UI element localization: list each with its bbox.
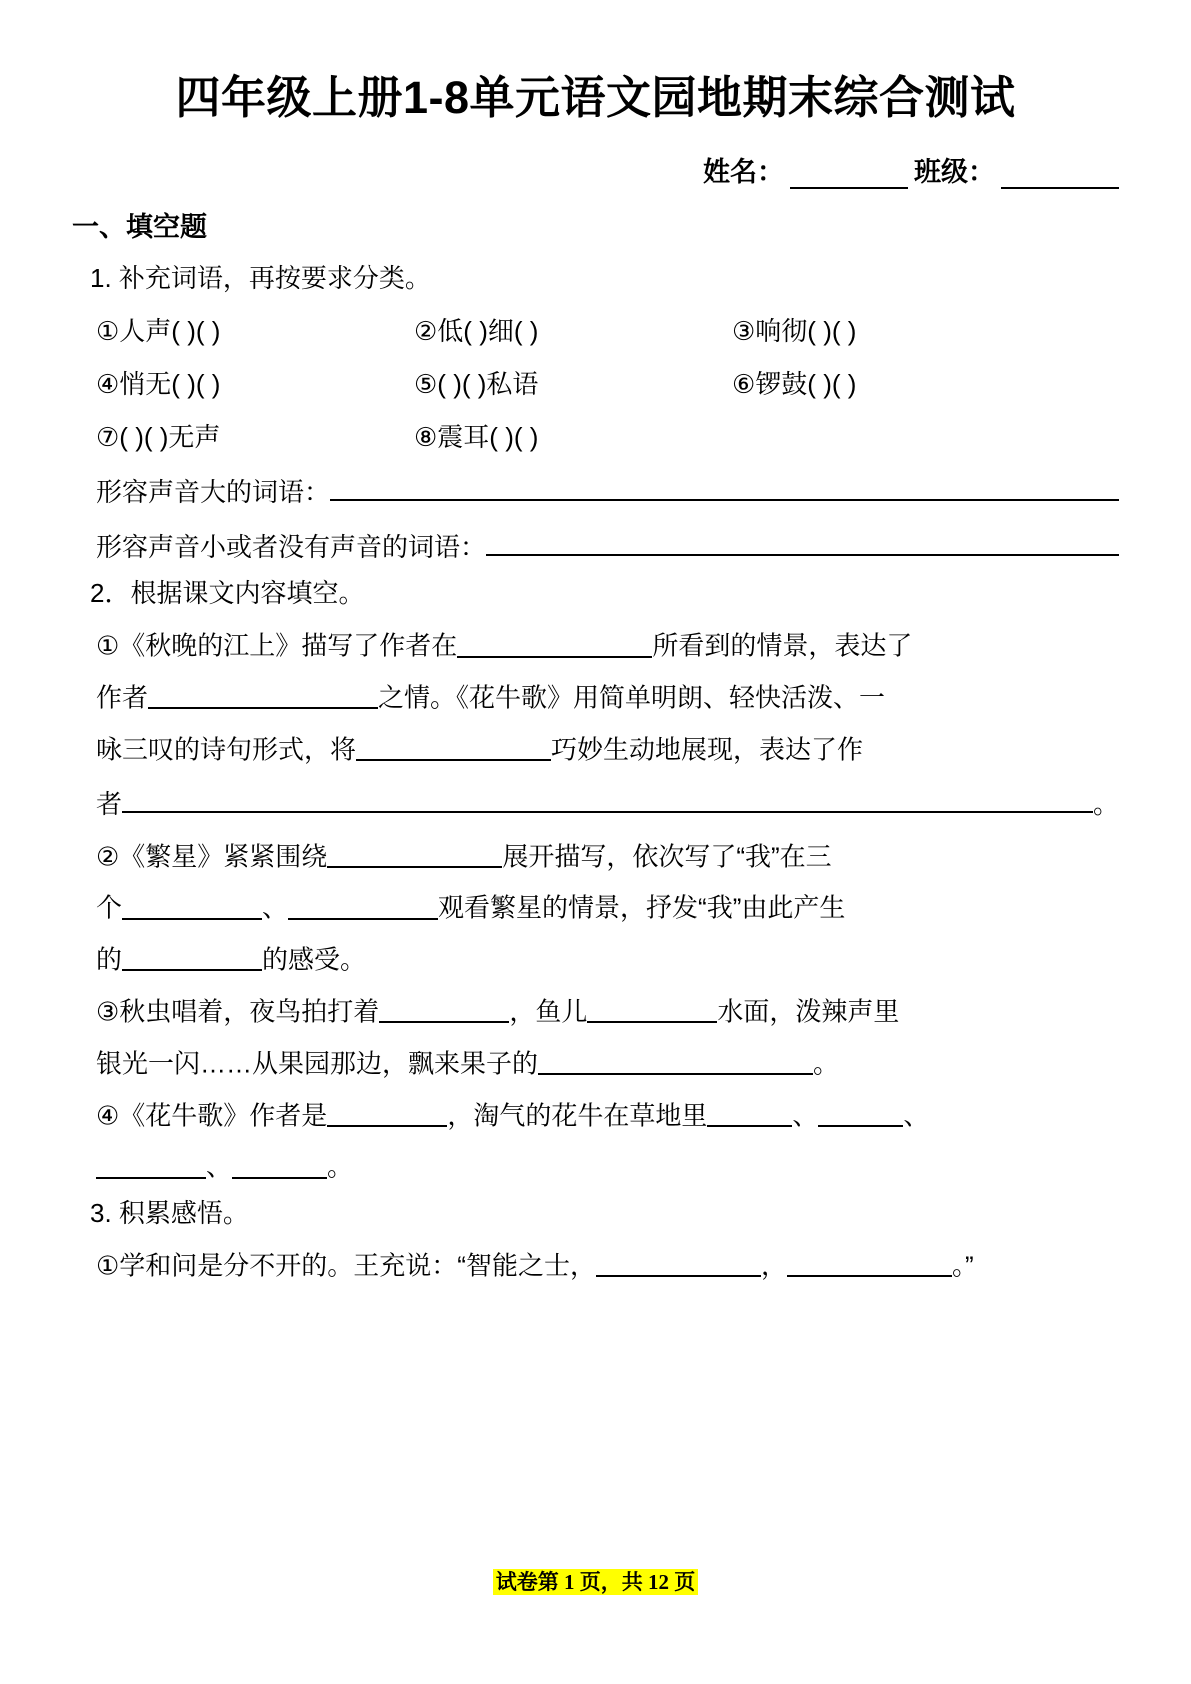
question-3-prompt: 3. 积累感悟。 bbox=[90, 1198, 249, 1229]
text-segment: 个 bbox=[96, 892, 123, 923]
page-number-label: 试卷第 1 页，共 12 页 bbox=[493, 1569, 699, 1595]
question-2-prompt: 2．根据课文内容填空。 bbox=[90, 578, 365, 609]
page-footer bbox=[0, 1566, 1191, 1596]
q2-item3-line2 bbox=[72, 1046, 1119, 1080]
text-segment: 、 bbox=[262, 892, 289, 923]
text-segment: ，淘气的花牛在草地里 bbox=[447, 1099, 708, 1130]
text-segment: 。” bbox=[951, 1250, 974, 1281]
answer-blank[interactable] bbox=[232, 1149, 327, 1178]
name-input-blank[interactable] bbox=[790, 161, 908, 189]
text-segment: 者 bbox=[96, 789, 123, 820]
q2-item1-line1 bbox=[72, 628, 1119, 662]
answer-blank[interactable] bbox=[457, 628, 652, 657]
classify-quiet-label: 形容声音小或者没有声音的词语： bbox=[96, 531, 487, 562]
answer-blank[interactable] bbox=[327, 1098, 447, 1127]
classify-quiet-answer-blank[interactable] bbox=[486, 527, 1119, 556]
text-segment: 银光一闪……从果园那边，飘来果子的 bbox=[96, 1048, 539, 1079]
word-item: ④悄无( )( ) bbox=[96, 368, 221, 399]
q2-item1-line4 bbox=[72, 784, 1119, 821]
q2-item1-line3 bbox=[72, 732, 1119, 766]
word-item: ②低( )细( ) bbox=[414, 315, 539, 346]
answer-blank[interactable] bbox=[538, 1046, 813, 1075]
text-segment: 展开描写，依次写了“我”在三 bbox=[502, 840, 832, 871]
word-items-row-3 bbox=[72, 417, 1119, 454]
q2-item2-line1 bbox=[72, 839, 1119, 873]
text-segment: 。 bbox=[1092, 789, 1119, 820]
text-segment: 的感受。 bbox=[262, 944, 367, 975]
text-segment: ①学和问是分不开的。王充说：“智能之士， bbox=[96, 1250, 596, 1281]
word-item: ⑤( )( )私语 bbox=[414, 368, 539, 399]
name-label: 姓名： bbox=[703, 156, 784, 187]
text-segment: ， bbox=[760, 1250, 787, 1281]
q2-item2-line2 bbox=[72, 890, 1119, 924]
text-segment: 水面，泼辣声里 bbox=[717, 996, 900, 1027]
text-segment: 巧妙生动地展现，表达了作 bbox=[551, 734, 864, 765]
question-1-prompt: 1. 补充词语，再按要求分类。 bbox=[90, 262, 431, 293]
answer-blank[interactable] bbox=[96, 1149, 206, 1178]
text-segment: 之情。《花牛歌》用简单明朗、轻快活泼、一 bbox=[378, 682, 886, 713]
text-segment: 观看繁星的情景，抒发“我”由此产生 bbox=[438, 892, 846, 923]
answer-blank[interactable] bbox=[327, 839, 502, 868]
q2-item2-line3 bbox=[72, 942, 1119, 976]
text-segment: ②《繁星》紧紧围绕 bbox=[96, 840, 328, 871]
q2-item3-line1 bbox=[72, 994, 1119, 1028]
text-segment: ③秋虫唱着，夜鸟拍打着 bbox=[96, 996, 380, 1027]
answer-blank[interactable] bbox=[288, 890, 438, 919]
text-segment: 所看到的情景，表达了 bbox=[652, 630, 913, 661]
text-segment: ，鱼儿 bbox=[509, 996, 588, 1027]
text-segment: 、 bbox=[206, 1151, 233, 1182]
q2-item4-line1 bbox=[72, 1098, 1119, 1132]
word-item: ⑥锣鼓( )( ) bbox=[732, 368, 857, 399]
word-item: ①人声( )( ) bbox=[96, 315, 221, 346]
section-heading-fill-in-blank: 一、填空题 bbox=[72, 211, 207, 242]
answer-blank[interactable] bbox=[122, 890, 262, 919]
answer-blank[interactable] bbox=[707, 1098, 792, 1127]
answer-blank[interactable] bbox=[379, 994, 509, 1023]
text-segment: ①《秋晚的江上》描写了作者在 bbox=[96, 630, 458, 661]
text-segment: 作者 bbox=[96, 682, 149, 713]
answer-blank[interactable] bbox=[818, 1098, 903, 1127]
word-item: ⑧震耳( )( ) bbox=[414, 421, 539, 452]
q2-item4-line2 bbox=[72, 1149, 1119, 1183]
answer-blank[interactable] bbox=[122, 784, 1093, 813]
answer-blank[interactable] bbox=[148, 680, 378, 709]
answer-blank[interactable] bbox=[356, 732, 551, 761]
student-info-row bbox=[72, 150, 1119, 189]
answer-blank[interactable] bbox=[596, 1248, 761, 1277]
text-segment: 咏三叹的诗句形式，将 bbox=[96, 734, 357, 765]
classify-loud-row bbox=[72, 472, 1119, 509]
q2-item1-line2 bbox=[72, 680, 1119, 714]
classify-loud-label: 形容声音大的词语： bbox=[96, 477, 331, 508]
text-segment: 的 bbox=[96, 944, 123, 975]
answer-blank[interactable] bbox=[122, 942, 262, 971]
text-segment: 、 bbox=[792, 1099, 819, 1130]
word-item: ③响彻( )( ) bbox=[732, 315, 857, 346]
answer-blank[interactable] bbox=[587, 994, 717, 1023]
class-label: 班级： bbox=[914, 156, 995, 187]
classify-quiet-row bbox=[72, 527, 1119, 564]
text-segment: 、 bbox=[903, 1099, 930, 1130]
text-segment: 。 bbox=[813, 1048, 840, 1079]
word-item: ⑦( )( )无声 bbox=[96, 421, 221, 452]
word-items-row-2 bbox=[72, 364, 1119, 401]
class-input-blank[interactable] bbox=[1001, 161, 1119, 189]
q3-item1-line1 bbox=[72, 1248, 1119, 1282]
classify-loud-answer-blank[interactable] bbox=[330, 472, 1119, 501]
answer-blank[interactable] bbox=[787, 1248, 952, 1277]
page-title: 四年级上册1-8单元语文园地期末综合测试 bbox=[175, 72, 1016, 123]
word-items-row-1 bbox=[72, 311, 1119, 348]
text-segment: ④《花牛歌》作者是 bbox=[96, 1099, 328, 1130]
text-segment: 。 bbox=[327, 1151, 354, 1182]
